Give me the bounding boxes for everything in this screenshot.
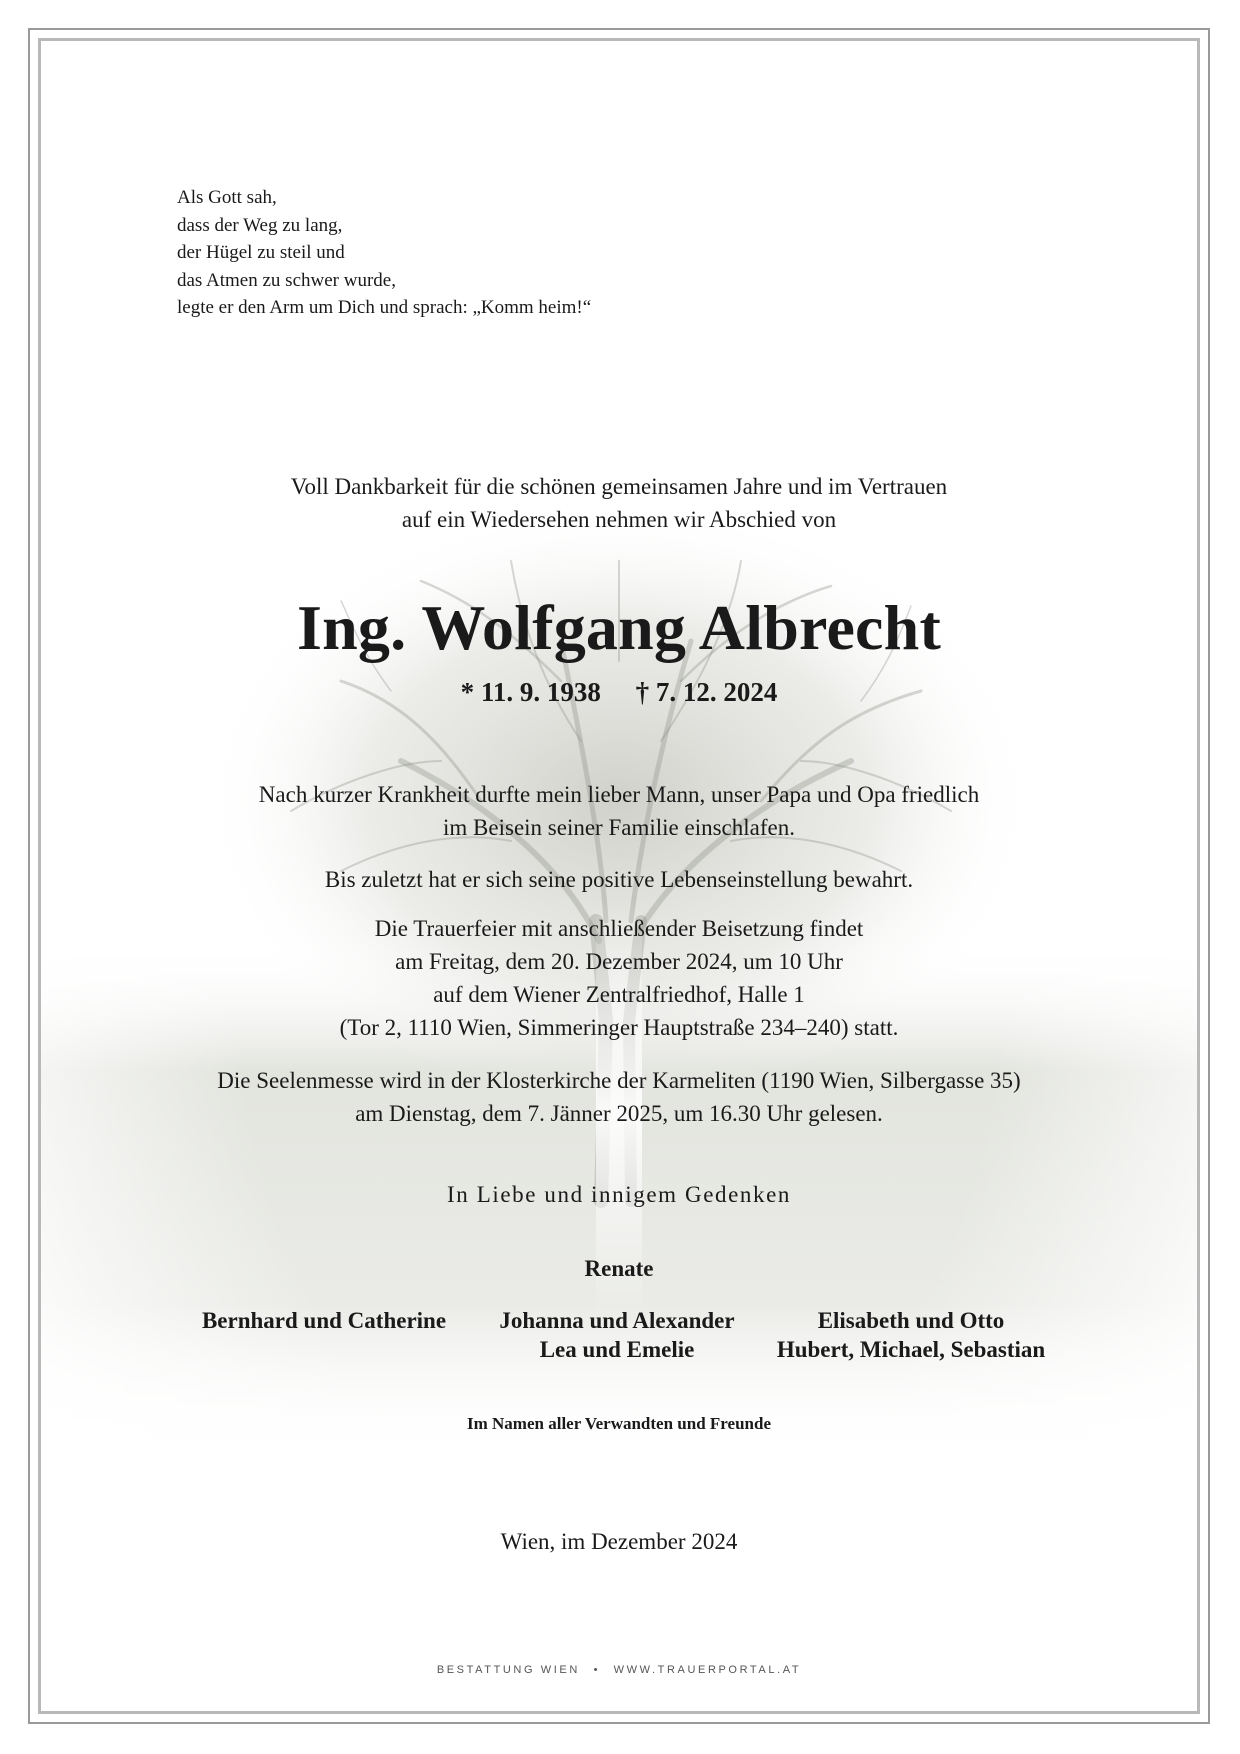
intro-text <box>41 470 1197 536</box>
death-date: † 7. 12. 2024 <box>635 677 778 707</box>
paragraph-mass <box>41 1064 1197 1130</box>
gedenken-text: In Liebe und innigem Gedenken <box>446 1182 792 1207</box>
text-line: Bis zuletzt hat er sich seine positive Lebenseinstellung bewahrt. <box>324 867 914 892</box>
family-line: Johanna und Alexander <box>499 1308 735 1333</box>
paragraph-funeral <box>41 912 1197 1044</box>
family-line: Lea und Emelie <box>539 1337 695 1362</box>
family-group <box>164 1306 484 1335</box>
text-line: Die Seelenmesse wird in der Klosterkirche der Karmeliten (1190 Wien, Silbergasse 35) <box>217 1068 1021 1093</box>
footer-url: WWW.TRAUERPORTAL.AT <box>613 1664 802 1676</box>
text-line: auf dem Wiener Zentralfriedhof, Halle 1 <box>433 982 805 1007</box>
footer <box>41 1664 1197 1676</box>
poem <box>177 184 591 322</box>
text-line: Nach kurzer Krankheit durfte mein lieber Mann, unser Papa und Opa friedlich <box>258 782 980 807</box>
footer-company: BESTATTUNG WIEN <box>436 1664 580 1676</box>
spouse-name: Renate <box>584 1256 654 1281</box>
intro-line: auf ein Wiedersehen nehmen wir Abschied von <box>401 507 837 532</box>
poem-line: das Atmen zu schwer wurde, <box>177 269 396 291</box>
family-line: Bernhard und Catherine <box>201 1308 447 1333</box>
family-group <box>457 1306 777 1364</box>
life-dates <box>41 674 1197 710</box>
family-line: Elisabeth und Otto <box>817 1308 1005 1333</box>
text-line: am Dienstag, dem 7. Jänner 2025, um 16.30 Uhr gelesen. <box>355 1101 883 1126</box>
poem-line: der Hügel zu steil und <box>177 242 345 263</box>
poem-line: dass der Weg zu lang, <box>177 214 343 236</box>
poem-line: legte er den Arm um Dich und sprach: „Komm heim!“ <box>177 297 592 318</box>
place-date: Wien, im Dezember 2024 <box>500 1529 738 1554</box>
footer-separator: • <box>593 1664 601 1676</box>
intro-line: Voll Dankbarkeit für die schönen gemeinsamen Jahre und im Vertrauen <box>290 474 948 499</box>
text-line: Die Trauerfeier mit anschließender Beisetzung findet <box>374 916 864 941</box>
text-line: am Freitag, dem 20. Dezember 2024, um 10 Uhr <box>395 949 843 974</box>
deceased-name: Ing. Wolfgang Albrecht <box>297 592 941 663</box>
paragraph-attitude <box>41 863 1197 896</box>
family-group <box>751 1306 1071 1364</box>
birth-date: * 11. 9. 1938 <box>460 677 601 707</box>
text-line: im Beisein seiner Familie einschlafen. <box>443 815 795 840</box>
poem-line: Als Gott sah, <box>177 187 277 208</box>
family-names <box>0 1306 1240 1376</box>
paragraph-passing <box>41 778 1197 844</box>
relatives-text: Im Namen aller Verwandten und Freunde <box>467 1414 771 1433</box>
family-line: Hubert, Michael, Sebastian <box>776 1337 1046 1362</box>
text-line: (Tor 2, 1110 Wien, Simmeringer Hauptstraße 234–240) statt. <box>339 1015 899 1040</box>
